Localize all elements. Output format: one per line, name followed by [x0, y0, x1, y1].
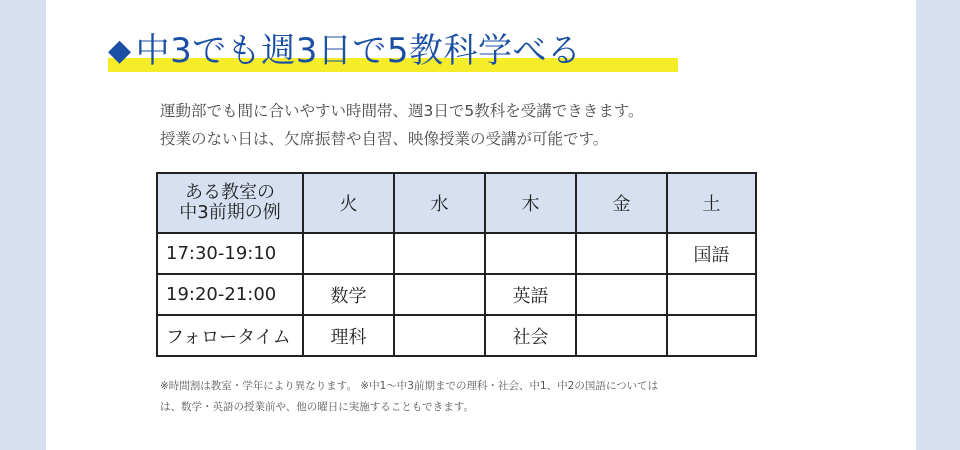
schedule-cell: 英語 [485, 274, 576, 315]
day-header-wed: 水 [394, 173, 485, 233]
schedule-cell [576, 274, 667, 315]
schedule-cell: 国語 [667, 233, 756, 274]
diamond-icon: ◆ [108, 33, 132, 68]
schedule-cell [667, 274, 756, 315]
table-row [157, 233, 756, 274]
heading-line [108, 28, 581, 74]
intro-line: 授業のない日は、欠席振替や自習、映像授業の受講が可能です。 [160, 130, 609, 148]
time-cell: 17:30-19:10 [157, 233, 303, 274]
corner-line: ある教室の [185, 182, 275, 203]
schedule-cell [576, 315, 667, 356]
schedule-cell [394, 274, 485, 315]
heading-text: 中3でも週3日で5教科学べる [135, 31, 582, 71]
schedule-cell [303, 233, 394, 274]
footnote-line: は、数学・英語の授業前や、他の曜日に実施することもできます。 [160, 401, 474, 413]
schedule-cell: 社会 [485, 315, 576, 356]
corner-header [157, 173, 303, 233]
schedule-cell [667, 315, 756, 356]
day-header-sat: 土 [667, 173, 756, 233]
time-cell: フォロータイム [157, 315, 303, 356]
intro-text [160, 97, 880, 153]
table-row [157, 315, 756, 356]
table-header-row [157, 173, 756, 233]
section-heading [108, 28, 581, 74]
schedule-cell: 数学 [303, 274, 394, 315]
day-header-tue: 火 [303, 173, 394, 233]
time-cell: 19:20-21:00 [157, 274, 303, 315]
schedule-table [156, 172, 757, 357]
day-header-thu: 木 [485, 173, 576, 233]
table-row [157, 274, 756, 315]
schedule-cell: 理科 [303, 315, 394, 356]
schedule-cell [394, 233, 485, 274]
corner-line: 中3前期の例 [179, 202, 281, 223]
footnote-line: ※時間割は教室・学年により異なります。 ※中1〜中3前期までの理科・社会、中1、中2の国語については [160, 380, 659, 392]
schedule-cell [576, 233, 667, 274]
schedule-cell [485, 233, 576, 274]
intro-line: 運動部でも間に合いやすい時間帯、週3日で5教科を受講でききます。 [160, 102, 644, 120]
schedule-cell [394, 315, 485, 356]
footnotes [160, 376, 770, 418]
day-header-fri: 金 [576, 173, 667, 233]
